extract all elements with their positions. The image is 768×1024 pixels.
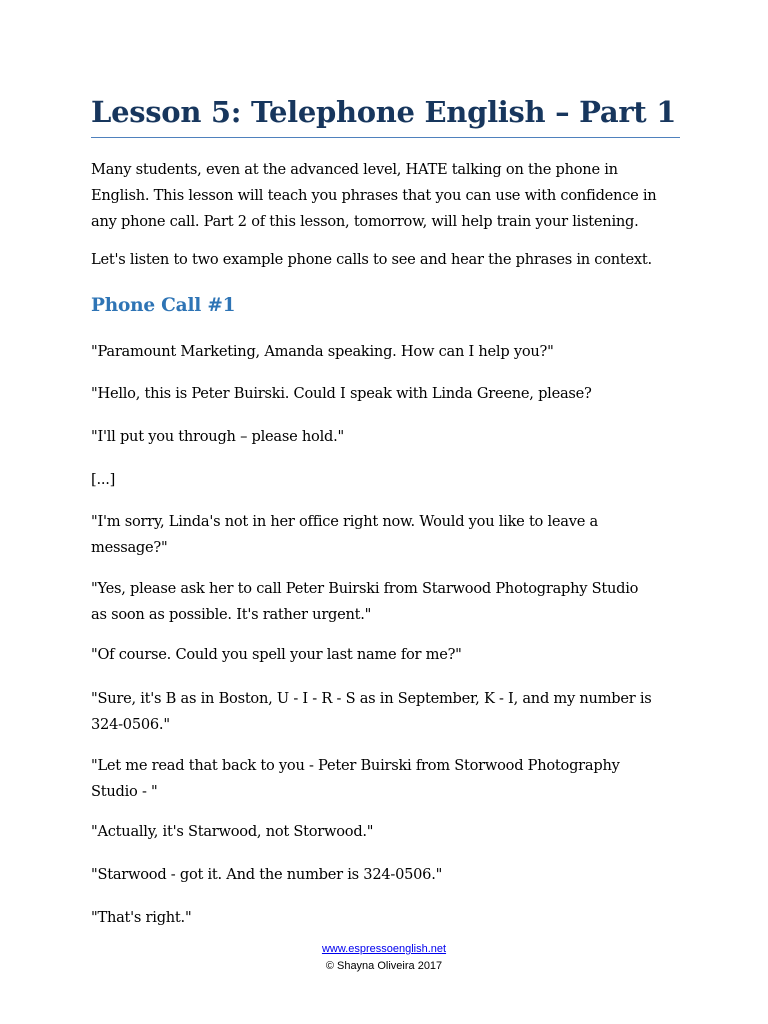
text-line: Studio - ": [91, 783, 158, 800]
dialogue-line: [91, 905, 191, 931]
dialogue-line: [91, 381, 592, 407]
page-footer: [0, 941, 768, 975]
text-line: any phone call. Part 2 of this lesson, tomorrow, will help train your listening.: [91, 213, 639, 230]
page-title: Lesson 5: Telephone English – Part 1: [91, 95, 677, 129]
dialogue-line: [91, 819, 373, 845]
text-line: "I'll put you through – please hold.": [91, 428, 344, 445]
website-link[interactable]: www.espressoenglish.net: [321, 943, 447, 955]
text-line: "Hello, this is Peter Buirski. Could I speak with Linda Greene, please?: [91, 385, 592, 402]
text-line: "Starwood - got it. And the number is 324-0506.": [91, 866, 443, 883]
text-line: English. This lesson will teach you phrases that you can use with confidence in: [91, 187, 657, 204]
intro-paragraph-2: [91, 247, 652, 273]
dialogue-line: [91, 467, 115, 493]
dialogue-line: [91, 862, 442, 888]
dialogue-line: [91, 339, 554, 365]
text-line: Many students, even at the advanced level, HATE talking on the phone in: [91, 161, 618, 178]
text-line: "Yes, please ask her to call Peter Buirski from Starwood Photography Studio: [91, 580, 639, 597]
text-line: "I'm sorry, Linda's not in her office right now. Would you like to leave a: [91, 513, 598, 530]
dialogue-line: [91, 753, 620, 805]
title-underline: [91, 137, 680, 138]
text-line: 324-0506.": [91, 716, 170, 733]
text-line: "Paramount Marketing, Amanda speaking. How can I help you?": [91, 343, 554, 360]
text-line: "Sure, it's B as in Boston, U - I - R - S as in September, K - I, and my number is: [91, 690, 652, 707]
text-line: "Actually, it's Starwood, not Storwood.": [91, 823, 374, 840]
text-line: "Of course. Could you spell your last name for me?": [91, 646, 462, 663]
text-line: Let's listen to two example phone calls to see and hear the phrases in context.: [91, 251, 652, 268]
dialogue-line: [91, 686, 652, 738]
dialogue-line: [91, 509, 598, 561]
text-line: as soon as possible. It's rather urgent.": [91, 606, 372, 623]
dialogue-line: [91, 642, 462, 668]
text-line: "That's right.": [91, 909, 192, 926]
intro-paragraph-1: [91, 157, 656, 235]
text-line: [...]: [91, 471, 116, 488]
section-heading-phone-call-1: Phone Call #1: [91, 295, 236, 316]
copyright-notice: © Shayna Oliveira 2017: [325, 960, 443, 972]
text-line: "Let me read that back to you - Peter Buirski from Storwood Photography: [91, 757, 620, 774]
dialogue-line: [91, 424, 344, 450]
text-line: message?": [91, 539, 168, 556]
dialogue-line: [91, 576, 638, 628]
